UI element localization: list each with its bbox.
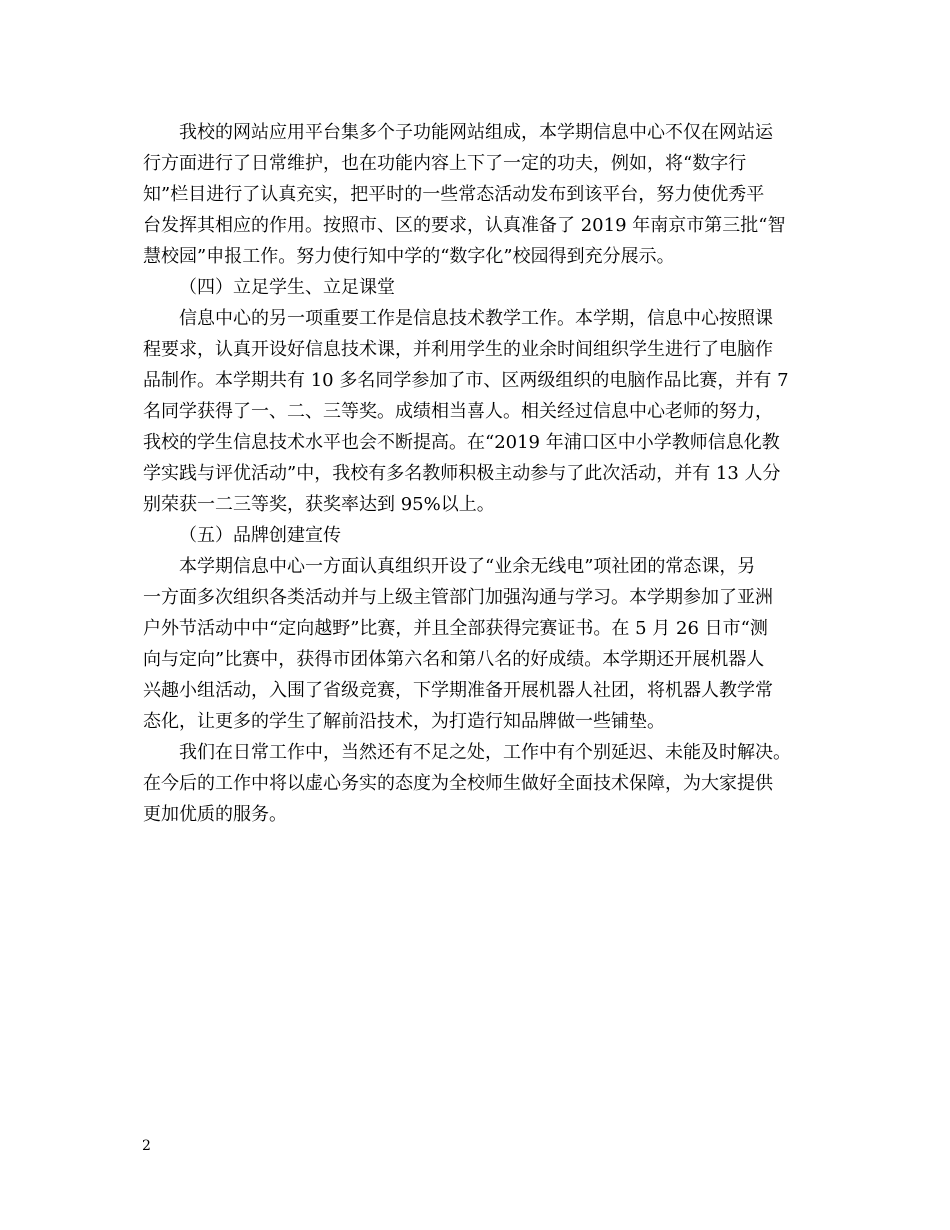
document-body xyxy=(143,117,809,830)
paragraph-conclusion xyxy=(143,737,809,830)
text-line: 态化，让更多的学生了解前沿技术，为打造行知品牌做一些铺垫。 xyxy=(143,711,665,732)
paragraph-brand-building xyxy=(143,551,809,737)
heading-text: （四）立足学生、立足课堂 xyxy=(179,277,395,298)
text-line: 一方面多次组织各类活动并与上级主管部门加强沟通与学习。本学期参加了亚洲 xyxy=(143,587,773,608)
text-line: 更加优质的服务。 xyxy=(143,804,287,825)
text-line: 程要求，认真开设好信息技术课，并利用学生的业余时间组织学生进行了电脑作 xyxy=(143,339,773,360)
page-number: 2 xyxy=(142,1138,151,1154)
heading-text: （五）品牌创建宣传 xyxy=(179,525,341,546)
text-line: 台发挥其相应的作用。按照市、区的要求，认真准备了 2019 年南京市第三批“智 xyxy=(143,215,786,236)
text-line: 向与定向”比赛中，获得市团体第六名和第八名的好成绩。本学期还开展机器人 xyxy=(143,649,765,670)
text-line: 学实践与评优活动”中，我校有多名教师积极主动参与了此次活动，并有 13 人分 xyxy=(143,463,781,484)
paragraph-it-teaching xyxy=(143,303,809,520)
section-heading-4 xyxy=(143,272,809,303)
text-line: 品制作。本学期共有 10 多名同学参加了市、区两级组织的电脑作品比赛，并有 7 xyxy=(143,370,789,391)
text-line: 兴趣小组活动，入围了省级竞赛，下学期准备开展机器人社团，将机器人教学常 xyxy=(143,680,773,701)
text-line: 别荣获一二三等奖，获奖率达到 95%以上。 xyxy=(143,494,495,515)
paragraph-website-platform xyxy=(143,117,809,272)
text-line: 我们在日常工作中，当然还有不足之处，工作中有个别延迟、未能及时解决。 xyxy=(179,742,791,763)
text-line: 我校的学生信息技术水平也会不断提高。在“2019 年浦口区中小学教师信息化教 xyxy=(143,432,780,453)
section-heading-5 xyxy=(143,520,809,551)
text-line: 名同学获得了一、二、三等奖。成绩相当喜人。相关经过信息中心老师的努力， xyxy=(143,401,773,422)
text-line: 知”栏目进行了认真充实，把平时的一些常态活动发布到该平台，努力使优秀平 xyxy=(143,184,765,205)
text-line: 我校的网站应用平台集多个子功能网站组成，本学期信息中心不仅在网站运 xyxy=(179,122,773,143)
text-line: 慧校园”申报工作。努力使行知中学的“数字化”校园得到充分展示。 xyxy=(143,246,675,267)
text-line: 在今后的工作中将以虚心务实的态度为全校师生做好全面技术保障，为大家提供 xyxy=(143,773,773,794)
text-line: 户外节活动中中“定向越野”比赛，并且全部获得完赛证书。在 5 月 26 日市“测 xyxy=(143,618,768,639)
text-line: 信息中心的另一项重要工作是信息技术教学工作。本学期，信息中心按照课 xyxy=(179,308,773,329)
text-line: 本学期信息中心一方面认真组织开设了“业余无线电”项社团的常态课，另 xyxy=(179,556,756,577)
text-line: 行方面进行了日常维护，也在功能内容上下了一定的功夫，例如，将“数字行 xyxy=(143,153,747,174)
